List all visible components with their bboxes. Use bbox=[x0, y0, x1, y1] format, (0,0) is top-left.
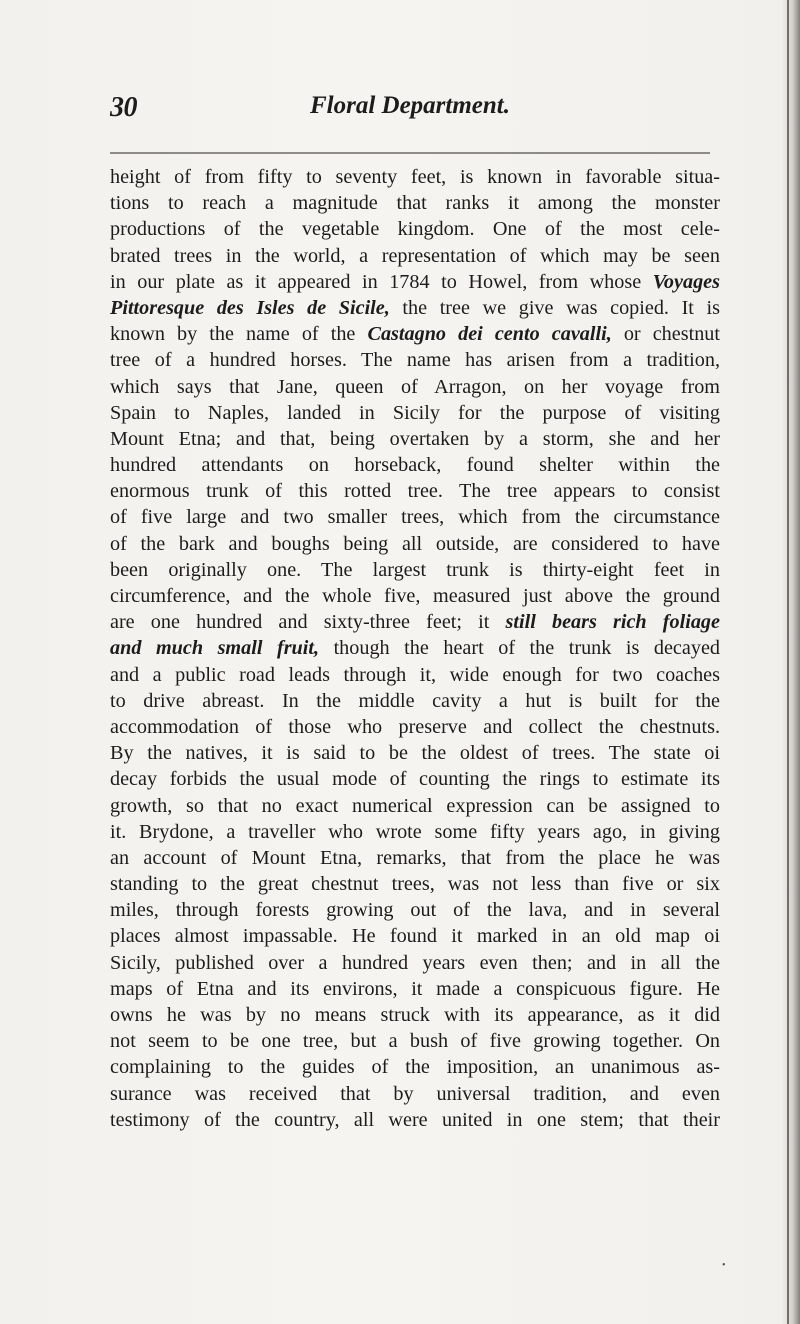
body-paragraph bbox=[110, 164, 720, 1133]
text-run: are one hundred and sixty-three feet; it bbox=[110, 611, 506, 634]
italic-phrase: Voyages bbox=[652, 270, 720, 293]
page-header bbox=[110, 92, 710, 132]
text-line bbox=[110, 583, 720, 609]
text-line bbox=[110, 269, 720, 295]
text-line bbox=[110, 845, 720, 871]
text-line bbox=[110, 190, 720, 216]
page-number: 30 bbox=[110, 92, 137, 123]
text-run: of five large and two smaller trees, which from the circumstance bbox=[110, 506, 720, 529]
text-run: maps of Etna and its environs, it made a conspicuous figure. He bbox=[110, 977, 720, 1000]
text-run: which says that Jane, queen of Arragon, on her voyage from bbox=[110, 375, 720, 398]
text-line bbox=[110, 164, 720, 190]
text-line bbox=[110, 1028, 720, 1054]
text-line bbox=[110, 950, 720, 976]
text-run: it. Brydone, a traveller who wrote some fifty years ago, in giving bbox=[110, 820, 720, 843]
text-run: of the bark and boughs being all outside, are considered to have bbox=[110, 532, 720, 555]
header-rule bbox=[110, 152, 710, 154]
text-run: known by the name of the bbox=[110, 323, 368, 346]
text-run: the tree we give was copied. It is bbox=[389, 296, 720, 319]
text-run: standing to the great chestnut trees, was not less than five or six bbox=[110, 873, 720, 896]
text-line bbox=[110, 871, 720, 897]
text-line bbox=[110, 1107, 720, 1133]
text-line bbox=[110, 374, 720, 400]
text-line bbox=[110, 976, 720, 1002]
text-run: hundred attendants on horseback, found shelter within the bbox=[110, 454, 720, 477]
text-run: in our plate as it appeared in 1784 to Howel, from whose bbox=[110, 270, 653, 293]
italic-phrase: still bears rich foliage bbox=[505, 611, 720, 634]
text-run: miles, through forests growing out of the lava, and in several bbox=[110, 899, 720, 922]
text-run: an account of Mount Etna, remarks, that from the place he was bbox=[110, 846, 720, 869]
text-line bbox=[110, 531, 720, 557]
italic-phrase: Pittoresque des Isles de Sicile, bbox=[110, 296, 390, 319]
text-run: circumference, and the whole five, measured just above the ground bbox=[110, 585, 720, 607]
page-edge-shadow bbox=[782, 0, 800, 1324]
italic-phrase: and much small fruit, bbox=[110, 637, 320, 660]
text-line bbox=[110, 243, 720, 269]
text-line bbox=[110, 793, 720, 819]
text-run: surance was received that by universal tradition, and even bbox=[110, 1082, 720, 1105]
text-line bbox=[110, 897, 720, 923]
text-line bbox=[110, 609, 720, 635]
text-line bbox=[110, 766, 720, 792]
text-run: to drive abreast. In the middle cavity a hut is built for the bbox=[110, 689, 720, 712]
page-edge-line bbox=[787, 0, 789, 1324]
printer-mark: • bbox=[722, 1260, 726, 1271]
text-run: By the natives, it is said to be the oldest of trees. The state oi bbox=[110, 742, 720, 765]
text-run: decay forbids the usual mode of counting the rings to estimate its bbox=[110, 768, 720, 791]
text-line bbox=[110, 662, 720, 688]
text-line bbox=[110, 321, 720, 347]
text-line bbox=[110, 216, 720, 242]
italic-phrase: Castagno dei cento cavalli, bbox=[367, 323, 612, 346]
text-line bbox=[110, 714, 720, 740]
text-run: Spain to Naples, landed in Sicily for the purpose of visiting bbox=[110, 401, 720, 424]
text-line bbox=[110, 819, 720, 845]
text-run: productions of the vegetable kingdom. One of the most cele- bbox=[110, 218, 720, 241]
text-line bbox=[110, 557, 720, 583]
text-line bbox=[110, 504, 720, 530]
running-head: Floral Department. bbox=[309, 92, 510, 119]
text-run: Sicily, published over a hundred years even then; and in all the bbox=[110, 951, 720, 974]
text-line bbox=[110, 1081, 720, 1107]
text-line bbox=[110, 400, 720, 426]
text-run: places almost impassable. He found it marked in an old map oi bbox=[110, 925, 720, 948]
text-line bbox=[110, 478, 720, 504]
text-line bbox=[110, 347, 720, 373]
text-line bbox=[110, 1054, 720, 1080]
text-run: though the heart of the trunk is decayed bbox=[319, 637, 720, 660]
text-run: Mount Etna; and that, being overtaken by a storm, she and her bbox=[110, 427, 720, 450]
text-run: been originally one. The largest trunk is thirty-eight feet in bbox=[110, 558, 720, 581]
text-run: tions to reach a magnitude that ranks it among the monster bbox=[110, 192, 720, 215]
text-run: and a public road leads through it, wide enough for two coaches bbox=[110, 663, 720, 686]
text-run: complaining to the guides of the imposition, an unanimous as- bbox=[110, 1056, 720, 1079]
text-line bbox=[110, 295, 720, 321]
text-line bbox=[110, 452, 720, 478]
text-run: accommodation of those who preserve and collect the chestnuts. bbox=[110, 715, 720, 738]
text-run: not seem to be one tree, but a bush of five growing together. On bbox=[110, 1030, 720, 1053]
text-line bbox=[110, 740, 720, 766]
text-run: brated trees in the world, a representation of which may be seen bbox=[110, 244, 720, 267]
text-run: enormous trunk of this rotted tree. The tree appears to consist bbox=[110, 480, 720, 503]
text-line bbox=[110, 688, 720, 714]
text-run: owns he was by no means struck with its appearance, as it did bbox=[110, 1004, 720, 1026]
text-run: testimony of the country, all were united in one stem; that their bbox=[110, 1108, 720, 1131]
text-line bbox=[110, 1002, 720, 1028]
text-run: growth, so that no exact numerical expression can be assigned to bbox=[110, 794, 720, 817]
text-run: or chestnut bbox=[611, 323, 721, 346]
text-line bbox=[110, 635, 720, 661]
text-run: height of from fifty to seventy feet, is known in favorable situa- bbox=[110, 166, 720, 188]
text-line bbox=[110, 426, 720, 452]
text-run: tree of a hundred horses. The name has arisen from a tradition, bbox=[110, 349, 720, 372]
text-line bbox=[110, 923, 720, 949]
